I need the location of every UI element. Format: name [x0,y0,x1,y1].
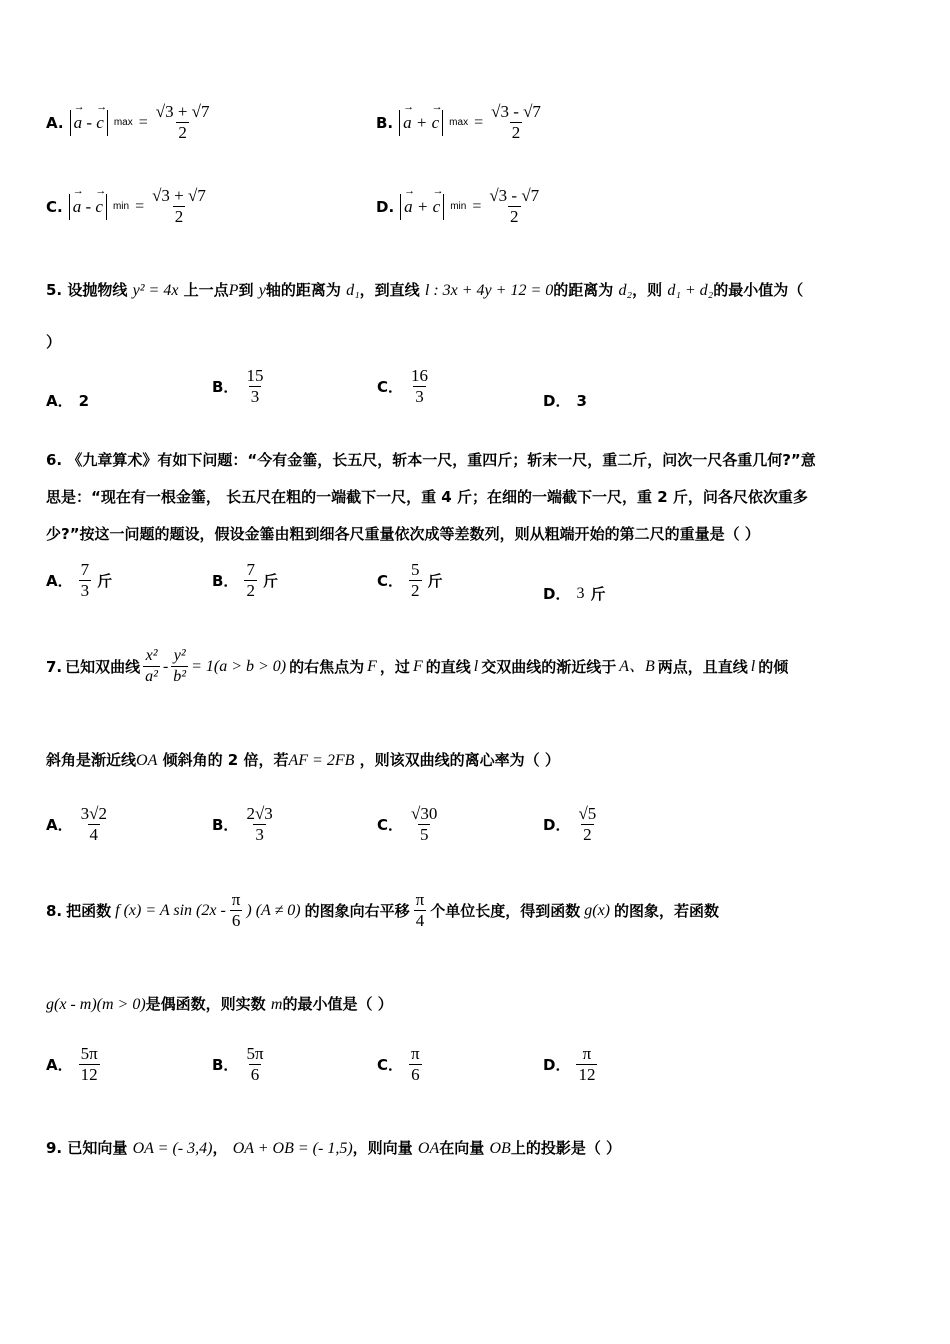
fraction: $\frac{\pi}{6}$ [411,1044,420,1084]
option-label: D． [543,816,571,834]
vector-abs: → a + → c [399,110,443,136]
fraction: $\frac{√3 + √7}{2}$ [152,186,206,226]
unit: 斤 [427,572,443,590]
q8-stem-2: g(x - m)(m > 0)是偶函数，则实数 m的最小值是（ ） [46,995,393,1013]
fraction: $\frac{\pi}{12}$ [578,1044,596,1084]
option-label: D． [543,1056,571,1074]
option-label: D． [543,585,571,603]
option-label: D. [376,197,395,216]
fraction: $\frac{5}{2}$ [411,560,420,600]
option-label: A． [46,1056,73,1074]
fraction: $\frac{\pi}{6}$ [231,890,241,930]
subscript: max [113,117,133,128]
q4-option-d[interactable]: D. → a + → c min = $\frac{√3 - √7}{2}$ [376,186,541,227]
q8-stem: 8. 把函数 f (x) = A sin (2x - $\frac{\pi}{6}$ ) (A ≠ 0) 的图象向右平移 $\frac{\pi}{4}$ 个单位长度，得到函数 g(x) 的图象，若函数 [46,890,720,930]
q5-option-a[interactable] [46,390,89,411]
option-label: C． [377,816,404,834]
q6-option-d[interactable] [543,583,605,604]
q7-option-c[interactable] [377,804,439,845]
q5-stem: 5. 设抛物线 y² = 4x 上一点P到 y轴的距离为 d₁，到直线 l : 3x + 4y + 12 = 0的距离为 d₂，则 d₁ + d₂的最小值为（ [46,281,804,299]
fraction: $\frac{\text{x²}}{\text{a²}}$ [145,647,158,685]
unit: 斤 [97,572,113,590]
q8-option-a[interactable] [46,1044,100,1085]
fraction: $\frac{7}{3}$ [80,560,90,600]
option-label: C． [377,1056,404,1074]
option-value: 3 [576,584,585,602]
option-label: A． [46,572,73,590]
q4-option-b[interactable]: B. → a + → c max = $\frac{√3 - √7}{2}$ [376,102,543,143]
subscript: min [450,201,467,212]
q6-option-a[interactable] [46,560,112,601]
q8-option-b[interactable] [212,1044,266,1085]
vector-abs: → a - → c [70,110,108,136]
q5-stem-end: ） [46,333,62,351]
fraction: $\frac{√5}{2}$ [578,804,597,844]
option-label: C． [377,378,404,396]
option-label: D． [543,392,571,410]
q4-option-c[interactable]: C. → a - → c min = $\frac{√3 + √7}{2}$ [46,186,208,227]
subscript: max [449,117,469,128]
subscript: min [112,201,130,212]
q7-stem-2: 斜角是渐近线OA 倾斜角的 2 倍，若AF = 2FB ，则该双曲线的离心率为（ ） [46,751,560,769]
option-label: A． [46,392,73,410]
option-value: 3 [576,391,587,410]
q9-stem: 9. 已知向量 OA = (- 3,4)， OA + OB = (- 1,5)，则向量 OA在向量 OB上的投影是（ ） [46,1139,622,1157]
q7-option-b[interactable] [212,804,275,845]
fraction: $\frac{15}{3}$ [246,366,264,406]
unit: 斤 [262,572,278,590]
q7-option-a[interactable] [46,804,109,845]
q5-option-b[interactable] [212,366,265,407]
q6-option-b[interactable] [212,560,278,601]
option-label: C． [377,572,404,590]
option-label: B. [376,113,394,132]
option-label: A． [46,816,73,834]
option-value: 2 [78,391,90,410]
fraction: $\frac{16}{3}$ [411,366,429,406]
option-label: B． [212,572,239,590]
fraction: $\frac{√3 + √7}{2}$ [155,102,210,142]
q4-option-a[interactable]: A. → a - → c max = $\frac{√3 + √7}{2}$ [46,102,212,143]
fraction: $\frac{5\pi}{6}$ [246,1044,264,1084]
q8-option-c[interactable] [377,1044,422,1085]
option-label: B． [212,816,239,834]
fraction: $\frac{5\pi}{12}$ [80,1044,98,1084]
option-label: A. [46,113,64,132]
unit: 斤 [590,585,606,603]
fraction: $\frac{√30}{5}$ [411,804,438,844]
q6-line2: 思是：“现在有一根金箠， 长五尺在粗的一端截下一尺，重 4 斤；在细的一端截下一尺，重 2 斤，问各尺依次重多 [46,488,808,506]
fraction: $\frac{√3 - √7}{2}$ [491,102,541,142]
vector-abs: → a - → c [69,194,107,220]
q7-option-d[interactable] [543,804,598,845]
fraction: $\frac{2√3}{3}$ [246,804,273,844]
q5-option-d[interactable] [543,390,587,411]
option-label: B． [212,1056,239,1074]
option-label: B． [212,378,239,396]
option-label: C. [46,197,63,216]
q5-option-c[interactable] [377,366,430,407]
fraction: $\frac{3√2}{4}$ [80,804,107,844]
vector-abs: → a + → c [400,194,444,220]
fraction: $\frac{\pi}{4}$ [415,890,425,930]
fraction: $\frac{7}{2}$ [246,560,255,600]
q7-stem: 7. 已知双曲线 $\frac{\text{x²}}{\text{a²}}$ - $\frac{\text{y²}}{\text{b²}}$ = 1(a > b > 0) 的右焦点为 F ，过 F 的直线 l 交双曲线的渐近线于 A、B 两点，且直线 l 的倾 [46,647,789,685]
q6-option-c[interactable] [377,560,443,601]
q6-line1: 6. 《九章算术》有如下问题：“今有金箠，长五尺，斩本一尺，重四斤；斩末一尺，重二斤，问次一尺各重几何?”意 [46,451,816,469]
fraction: $\frac{\text{y²}}{\text{b²}}$ [173,647,187,685]
q8-option-d[interactable] [543,1044,597,1085]
fraction: $\frac{√3 - √7}{2}$ [489,186,540,226]
q6-line3: 少?”按这一问题的题设，假设金箠由粗到细各尺重量依次成等差数列，则从粗端开始的第二尺的重量是（ ） [46,525,760,543]
